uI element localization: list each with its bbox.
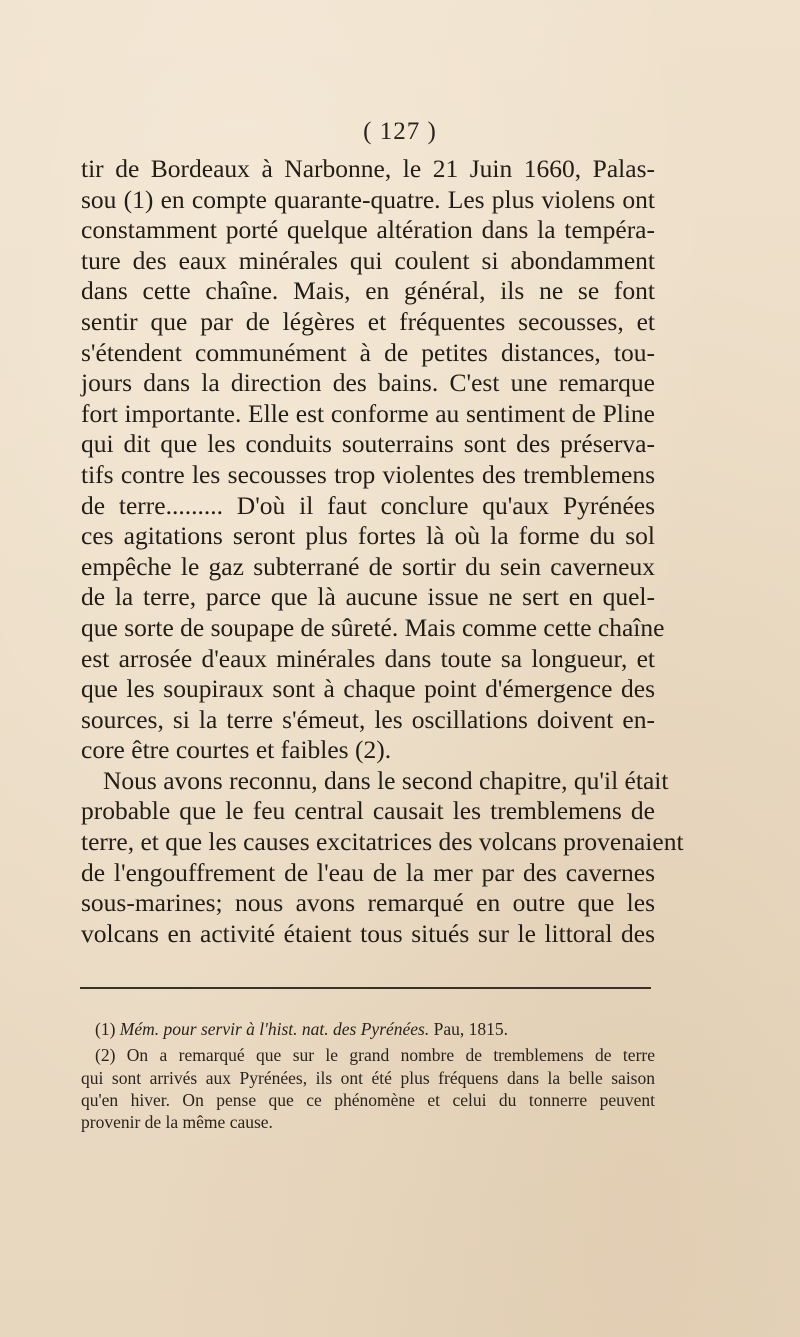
text-line: tifs contre les secousses trop violentes des tremblemens — [81, 459, 655, 489]
footnotes — [81, 1018, 655, 1133]
text-line: ture des eaux minérales qui coulent si abondamment — [81, 245, 655, 275]
footnote-1 — [81, 1018, 655, 1040]
footnote-line: (2) On a remarqué que sur le grand nombre de tremblemens de terre — [95, 1045, 655, 1066]
text-line: sentir que par de légères et fréquentes secousses, et — [81, 306, 655, 336]
text-line: sous-marines; nous avons remarqué en outre que les — [81, 888, 655, 918]
text-line: de terre......... D'où il faut conclure qu'aux Pyrénées — [81, 490, 655, 520]
text-line: est arrosée d'eaux minérales dans toute sa longueur, et — [81, 643, 655, 673]
text-line: sources, si la terre s'émeut, les oscillations doivent en- — [81, 704, 655, 734]
footnote-line: provenir de la même cause. — [81, 1112, 273, 1133]
text-line: tir de Bordeaux à Narbonne, le 21 Juin 1660, Palas- — [81, 154, 655, 183]
text-line: sou (1) en compte quarante-quatre. Les plus violens ont — [81, 184, 655, 214]
footnote-citation-title: Mém. pour servir à l'hist. nat. des Pyrénées. — [119, 1019, 430, 1039]
text-line: ces agitations seront plus fortes là où la forme du sol — [81, 521, 655, 551]
text-line: terre, et que les causes excitatrices des volcans provenaient — [81, 827, 684, 857]
text-line: que sorte de soupape de sûreté. Mais comme cette chaîne — [81, 612, 665, 642]
text-line: fort importante. Elle est conforme au sentiment de Pline — [81, 398, 655, 428]
text-line: jours dans la direction des bains. C'est une remarque — [81, 368, 655, 398]
text-line: probable que le feu central causait les tremblemens de — [81, 796, 655, 826]
text-line: constamment porté quelque altération dans la tempéra- — [81, 215, 655, 245]
text-line: dans cette chaîne. Mais, en général, ils ne se font — [81, 276, 655, 306]
text-line: qui dit que les conduits souterrains sont des préserva- — [81, 429, 655, 459]
footnote-citation-place: Pau, 1815. — [429, 1019, 508, 1039]
text-line: que les soupiraux sont à chaque point d'émergence des — [81, 674, 655, 704]
footnote-divider — [80, 987, 651, 989]
text-line: volcans en activité étaient tous situés sur le littoral des — [81, 918, 655, 948]
text-line: s'étendent communément à de petites distances, tou- — [81, 337, 655, 367]
text-line: de l'engouffrement de l'eau de la mer par des cavernes — [81, 857, 655, 887]
body-text — [81, 154, 684, 949]
text-line: de la terre, parce que là aucune issue ne sert en quel- — [81, 582, 655, 612]
footnote-mark: (1) — [95, 1019, 116, 1039]
page-number: ( 127 ) — [363, 118, 437, 145]
text-line: empêche le gaz subterrané de sortir du sein caverneux — [81, 551, 655, 581]
footnote-line: qui sont arrivés aux Pyrénées, ils ont été plus fréquens dans la belle saison — [81, 1067, 655, 1088]
footnote-2 — [81, 1044, 655, 1133]
text-line: Nous avons reconnu, dans le second chapitre, qu'il était — [103, 765, 669, 795]
text-line: core être courtes et faibles (2). — [81, 735, 392, 765]
footnote-line: qu'en hiver. On pense que ce phénomène et celui du tonnerre peuvent — [81, 1089, 655, 1110]
